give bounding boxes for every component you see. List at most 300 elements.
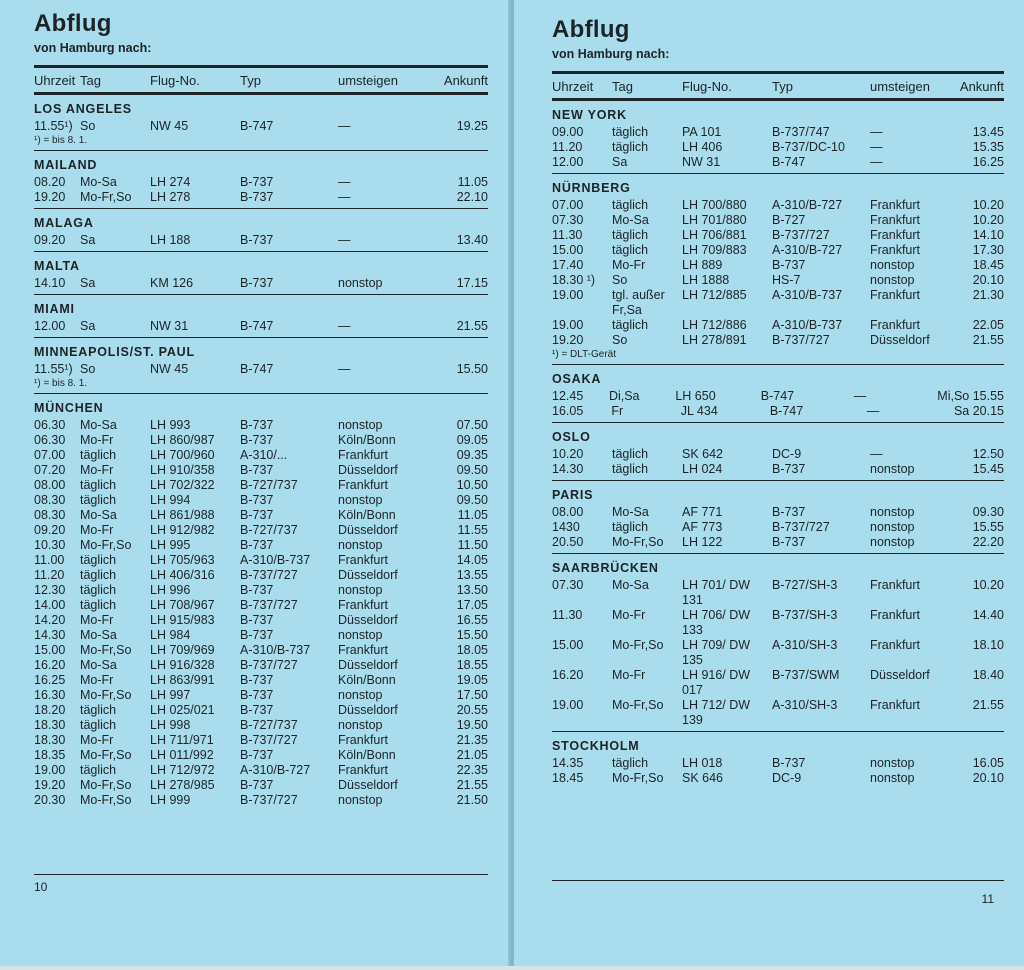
arrival-cell: 10.20 <box>972 213 1004 227</box>
time-cell: 14.30 <box>552 462 584 476</box>
type-cell: B-727/737 <box>240 718 298 732</box>
flight-cell: LH 188 <box>150 233 191 247</box>
time-cell: 1430 <box>552 520 580 534</box>
arrival-cell: 22.10 <box>456 190 488 204</box>
type-cell: B-737 <box>240 583 274 597</box>
flight-cell: LH 708/967 <box>150 598 215 612</box>
flight-row <box>34 175 488 190</box>
via-cell: nonstop <box>870 258 915 272</box>
flight-cell: PA 101 <box>682 125 722 139</box>
time-cell: 11.55¹) <box>34 119 73 133</box>
type-cell: B-737 <box>772 505 806 519</box>
arrival-cell: 15.50 <box>456 628 488 642</box>
flight-row <box>34 568 488 583</box>
time-cell: 11.30 <box>552 228 583 242</box>
via-cell: — <box>338 362 351 376</box>
time-cell: 08.20 <box>34 175 66 189</box>
flight-row <box>552 318 1004 333</box>
flight-cell: LH 018 <box>682 756 723 770</box>
flight-cell: LH 998 <box>150 718 191 732</box>
destination-name: MALTA <box>34 259 80 273</box>
flight-cell: LH 706/881 <box>682 228 747 242</box>
arrival-cell: 11.05 <box>457 175 488 189</box>
day-cell: Mo-Sa <box>80 418 117 432</box>
destination-section <box>552 429 1004 481</box>
flight-cell: NW 31 <box>682 155 721 169</box>
destination-section <box>34 157 488 209</box>
flight-cell: LH 650 <box>675 389 716 403</box>
arrival-cell: 22.20 <box>972 535 1004 549</box>
via-cell: — <box>338 119 351 133</box>
via-cell: Frankfurt <box>870 243 921 257</box>
flight-cell: SK 646 <box>682 771 724 785</box>
arrival-cell: 09.50 <box>456 463 488 477</box>
flight-cell: LH 863/991 <box>150 673 215 687</box>
flight-row <box>34 538 488 553</box>
header-flight: Flug-No. <box>150 73 200 88</box>
day-cell: täglich <box>612 318 649 332</box>
type-cell: B-727/SH-3 <box>772 578 838 592</box>
flight-cell: LH 702/322 <box>150 478 215 492</box>
flight-row <box>552 198 1004 213</box>
day-cell: Mo-Fr,So <box>80 538 132 552</box>
day-cell: So <box>80 362 96 376</box>
flight-cell: LH 278/891 <box>682 333 747 347</box>
via-cell: — <box>870 155 883 169</box>
type-cell: B-727/737 <box>240 478 298 492</box>
destination-section <box>34 400 488 808</box>
destination-name: NÜRNBERG <box>552 181 631 195</box>
arrival-cell: 15.50 <box>456 362 488 376</box>
day-cell: täglich <box>612 447 649 461</box>
time-cell: 10.30 <box>34 538 66 552</box>
type-cell: B-737/727 <box>772 228 830 242</box>
day-cell: täglich <box>80 568 117 582</box>
footer-rule <box>34 874 488 875</box>
time-cell: 18.30 <box>34 718 66 732</box>
time-cell: 11.20 <box>552 140 583 154</box>
type-cell: DC-9 <box>772 447 802 461</box>
time-cell: 15.00 <box>552 243 584 257</box>
arrival-cell: 19.50 <box>456 718 488 732</box>
flight-row <box>34 433 488 448</box>
arrival-cell: 21.55 <box>972 698 1004 712</box>
day-cell: Di,Sa <box>608 389 640 403</box>
section-rule <box>34 393 488 394</box>
type-cell: B-737 <box>240 703 274 717</box>
day-cell: Mo-Sa <box>612 213 649 227</box>
day-cell: täglich <box>80 598 117 612</box>
footer-rule <box>552 880 1004 881</box>
flight-row <box>34 748 488 763</box>
flight-row <box>552 771 1004 786</box>
via-cell: Frankfurt <box>870 698 921 712</box>
time-cell: 18.20 <box>34 703 66 717</box>
header-rule-bottom <box>34 92 488 95</box>
day-cell: Mo-Fr,So <box>612 535 664 549</box>
flight-cell: LH 278 <box>150 190 191 204</box>
flight-cell: NW 45 <box>150 362 189 376</box>
day-cell: täglich <box>612 243 649 257</box>
destination-name: MAILAND <box>34 158 98 172</box>
time-cell: 16.25 <box>34 673 66 687</box>
type-cell: B-737/727 <box>772 520 830 534</box>
time-cell: 12.45 <box>552 389 584 403</box>
destination-name: OSAKA <box>552 372 602 386</box>
arrival-cell: 21.35 <box>456 733 488 747</box>
via-cell: nonstop <box>338 688 383 702</box>
flight-cell: LH 999 <box>150 793 191 807</box>
flight-row <box>552 273 1004 288</box>
day-cell: Mo-Fr <box>80 613 114 627</box>
header-via: umsteigen <box>870 79 930 94</box>
page-number: 10 <box>34 880 48 894</box>
via-cell: Düsseldorf <box>870 333 930 347</box>
destination-section <box>552 738 1004 786</box>
flight-row <box>34 583 488 598</box>
day-cell: täglich <box>612 462 649 476</box>
arrival-cell: 21.55 <box>972 333 1004 347</box>
header-day: Tag <box>612 79 633 94</box>
section-rule <box>552 480 1004 481</box>
flight-row <box>552 447 1004 462</box>
arrival-cell: 11.05 <box>457 508 488 522</box>
arrival-cell: 18.10 <box>972 638 1004 652</box>
type-cell: B-737 <box>240 418 274 432</box>
type-cell: B-737/DC-10 <box>772 140 845 154</box>
flight-cell: LH 025/021 <box>150 703 215 717</box>
footnote: ¹) = bis 8. 1. <box>34 135 88 146</box>
flight-row <box>34 718 488 733</box>
flight-cell: LH 912/982 <box>150 523 215 537</box>
flight-cell: LH 011/992 <box>150 748 214 762</box>
arrival-cell: 09.50 <box>456 493 488 507</box>
day-cell: So <box>612 333 628 347</box>
destination-name: SAARBRÜCKEN <box>552 561 659 575</box>
flight-row <box>34 643 488 658</box>
flight-cell: LH 712/972 <box>150 763 215 777</box>
type-cell: B-737 <box>240 433 274 447</box>
via-cell: nonstop <box>338 538 383 552</box>
via-cell: Köln/Bonn <box>338 433 396 447</box>
flight-cell: LH 701/ DW 131 <box>682 578 751 607</box>
flight-row <box>34 463 488 478</box>
arrival-cell: 21.55 <box>456 778 488 792</box>
destination-list <box>34 101 488 808</box>
section-rule <box>552 553 1004 554</box>
via-cell: nonstop <box>338 418 383 432</box>
day-cell: Mo-Fr <box>80 463 114 477</box>
type-cell: B-737/727 <box>772 333 830 347</box>
flight-row <box>34 119 488 134</box>
destination-name: MINNEAPOLIS/ST. PAUL <box>34 345 195 359</box>
time-cell: 12.00 <box>34 319 66 333</box>
type-cell: B-747 <box>769 404 804 418</box>
time-cell: 14.20 <box>34 613 66 627</box>
time-cell: 16.30 <box>34 688 66 702</box>
time-cell: 18.45 <box>552 771 584 785</box>
flight-row <box>552 258 1004 273</box>
via-cell: Frankfurt <box>338 733 389 747</box>
via-cell: — <box>853 389 867 403</box>
type-cell: B-737 <box>772 535 806 549</box>
via-cell: nonstop <box>338 718 383 732</box>
via-cell: Frankfurt <box>338 448 389 462</box>
destination-section <box>552 180 1004 365</box>
via-cell: Frankfurt <box>338 763 389 777</box>
flight-cell: LH 406 <box>682 140 723 154</box>
header-flight: Flug-No. <box>682 79 732 94</box>
type-cell: B-747 <box>760 389 795 403</box>
time-cell: 18.30 ¹) <box>552 273 596 287</box>
flight-row <box>34 703 488 718</box>
day-cell: Mo-Fr <box>80 523 114 537</box>
time-cell: 19.20 <box>34 190 66 204</box>
arrival-cell: 14.05 <box>456 553 488 567</box>
destination-section <box>34 215 488 252</box>
destination-name: MALAGA <box>34 216 94 230</box>
day-cell: Sa <box>80 319 96 333</box>
type-cell: B-737 <box>240 175 274 189</box>
arrival-cell: 13.40 <box>456 233 488 247</box>
via-cell: nonstop <box>870 273 915 287</box>
flight-row <box>34 673 488 688</box>
day-cell: Mo-Fr,So <box>80 778 132 792</box>
via-cell: Köln/Bonn <box>338 508 396 522</box>
via-cell: nonstop <box>338 583 383 597</box>
via-cell: Düsseldorf <box>338 613 398 627</box>
arrival-cell: 16.05 <box>972 756 1004 770</box>
header-rule <box>34 65 488 68</box>
flight-cell: LH 700/960 <box>150 448 215 462</box>
via-cell: nonstop <box>870 535 915 549</box>
flight-row <box>34 478 488 493</box>
arrival-cell: 20.10 <box>972 273 1004 287</box>
destination-list <box>552 107 1004 786</box>
arrival-cell: 18.55 <box>456 658 488 672</box>
via-cell: — <box>866 404 880 418</box>
flight-cell: LH 712/885 <box>682 288 747 302</box>
arrival-cell: 12.50 <box>972 447 1004 461</box>
via-cell: Frankfurt <box>870 228 921 242</box>
type-cell: B-737 <box>240 508 274 522</box>
flight-cell: NW 45 <box>150 119 189 133</box>
flight-cell: LH 712/886 <box>682 318 747 332</box>
flight-row <box>552 333 1004 348</box>
flight-cell: AF 773 <box>682 520 723 534</box>
type-cell: B-737 <box>772 258 806 272</box>
arrival-cell: 16.55 <box>456 613 488 627</box>
via-cell: — <box>338 319 351 333</box>
type-cell: B-737 <box>772 462 806 476</box>
arrival-cell: 11.50 <box>457 538 488 552</box>
via-cell: Frankfurt <box>870 288 921 302</box>
flight-cell: LH 889 <box>682 258 723 272</box>
page-subtitle: von Hamburg nach: <box>34 41 152 55</box>
arrival-cell: 16.25 <box>972 155 1004 169</box>
arrival-cell: 21.05 <box>456 748 488 762</box>
type-cell: HS-7 <box>772 273 801 287</box>
type-cell: A-310/B-737 <box>772 318 843 332</box>
flight-cell: LH 701/880 <box>682 213 747 227</box>
flight-cell: LH 122 <box>682 535 723 549</box>
type-cell: B-737/727 <box>240 598 298 612</box>
time-cell: 12.30 <box>34 583 66 597</box>
arrival-cell: 09.35 <box>456 448 488 462</box>
time-cell: 14.30 <box>34 628 66 642</box>
flight-cell: LH 278/985 <box>150 778 215 792</box>
time-cell: 18.35 <box>34 748 66 762</box>
time-cell: 15.00 <box>552 638 584 652</box>
type-cell: B-737 <box>240 463 274 477</box>
arrival-cell: 19.05 <box>456 673 488 687</box>
flight-cell: AF 771 <box>682 505 723 519</box>
flight-cell: LH 709/969 <box>150 643 215 657</box>
via-cell: Frankfurt <box>338 553 389 567</box>
day-cell: täglich <box>80 703 117 717</box>
flight-cell: LH 1888 <box>682 273 730 287</box>
day-cell: Mo-Fr <box>80 433 114 447</box>
flight-cell: LH 997 <box>150 688 191 702</box>
time-cell: 19.20 <box>34 778 66 792</box>
time-cell: 10.20 <box>552 447 584 461</box>
flight-row <box>34 448 488 463</box>
time-cell: 20.50 <box>552 535 584 549</box>
type-cell: B-737/747 <box>772 125 830 139</box>
destination-section <box>34 258 488 295</box>
via-cell: Düsseldorf <box>338 523 398 537</box>
day-cell: Mo-Fr,So <box>80 748 132 762</box>
flight-row <box>34 276 488 291</box>
time-cell: 19.00 <box>552 318 584 332</box>
section-rule <box>34 294 488 295</box>
header-arr: Ankunft <box>959 79 1004 94</box>
day-cell: täglich <box>612 198 649 212</box>
time-cell: 16.20 <box>552 668 584 682</box>
flight-cell: KM 126 <box>150 276 194 290</box>
flight-row <box>34 613 488 628</box>
flight-row <box>552 698 1004 728</box>
flight-cell: LH 700/880 <box>682 198 747 212</box>
arrival-cell: 10.20 <box>972 578 1004 592</box>
flight-row <box>552 638 1004 668</box>
column-headers <box>34 73 488 89</box>
day-cell: täglich <box>612 140 649 154</box>
flight-cell: LH 994 <box>150 493 191 507</box>
type-cell: B-747 <box>772 155 806 169</box>
destination-section <box>34 344 488 394</box>
via-cell: — <box>870 125 883 139</box>
via-cell: Düsseldorf <box>338 703 398 717</box>
time-cell: 11.55¹) <box>34 362 73 376</box>
flight-row <box>552 608 1004 638</box>
flight-cell: LH 709/883 <box>682 243 747 257</box>
time-cell: 14.10 <box>34 276 66 290</box>
arrival-cell: 13.50 <box>456 583 488 597</box>
type-cell: B-737 <box>240 538 274 552</box>
flight-cell: LH 860/987 <box>150 433 215 447</box>
day-cell: täglich <box>80 718 117 732</box>
destination-name: LOS ANGELES <box>34 102 132 116</box>
type-cell: B-737 <box>240 233 274 247</box>
header-time: Uhrzeit <box>552 79 594 94</box>
header-type: Typ <box>772 79 793 94</box>
arrival-cell: 15.45 <box>972 462 1004 476</box>
arrival-cell: 13.45 <box>972 125 1004 139</box>
flight-cell: LH 711/971 <box>150 733 214 747</box>
page-left <box>0 0 510 966</box>
time-cell: 16.20 <box>34 658 66 672</box>
time-cell: 14.35 <box>552 756 584 770</box>
arrival-cell: 18.40 <box>972 668 1004 682</box>
page-title: Abflug <box>34 10 112 37</box>
flight-row <box>34 233 488 248</box>
day-cell: Sa <box>612 155 628 169</box>
type-cell: A-310/SH-3 <box>772 698 838 712</box>
destination-section <box>552 371 1004 423</box>
arrival-cell: 19.25 <box>456 119 488 133</box>
time-cell: 08.00 <box>34 478 66 492</box>
arrival-cell: 14.40 <box>972 608 1004 622</box>
day-cell: Mo-Fr,So <box>80 190 132 204</box>
via-cell: nonstop <box>870 771 915 785</box>
type-cell: B-737 <box>240 748 274 762</box>
type-cell: B-737 <box>240 688 274 702</box>
flight-row <box>34 658 488 673</box>
type-cell: B-737 <box>240 778 274 792</box>
destination-section <box>34 101 488 151</box>
time-cell: 19.20 <box>552 333 584 347</box>
arrival-cell: 09.30 <box>972 505 1004 519</box>
via-cell: nonstop <box>870 756 915 770</box>
section-rule <box>34 208 488 209</box>
type-cell: A-310/B-727 <box>772 198 843 212</box>
flight-row <box>552 535 1004 550</box>
via-cell: nonstop <box>338 628 383 642</box>
arrival-cell: 15.55 <box>972 520 1004 534</box>
via-cell: Frankfurt <box>870 608 921 622</box>
flight-row <box>552 228 1004 243</box>
day-cell: Mo-Sa <box>80 508 117 522</box>
day-cell: Mo-Fr,So <box>80 793 132 807</box>
time-cell: 08.30 <box>34 508 66 522</box>
arrival-cell: 17.05 <box>456 598 488 612</box>
day-cell: täglich <box>80 553 117 567</box>
type-cell: A-310/B-737 <box>240 553 311 567</box>
day-cell: täglich <box>80 493 117 507</box>
time-cell: 09.20 <box>34 523 66 537</box>
day-cell: täglich <box>80 448 117 462</box>
arrival-cell: 18.45 <box>972 258 1004 272</box>
flight-row <box>552 404 1004 419</box>
day-cell: Mo-Fr,So <box>612 698 664 712</box>
flight-row <box>34 778 488 793</box>
destination-name: MÜNCHEN <box>34 401 104 415</box>
day-cell: Mo-Sa <box>612 578 649 592</box>
header-arr: Ankunft <box>443 73 488 88</box>
type-cell: DC-9 <box>772 771 802 785</box>
day-cell: täglich <box>80 763 117 777</box>
flight-cell: LH 024 <box>682 462 723 476</box>
time-cell: 07.00 <box>552 198 584 212</box>
flight-row <box>34 319 488 334</box>
destination-section <box>34 301 488 338</box>
flight-row <box>552 243 1004 258</box>
day-cell: täglich <box>80 583 117 597</box>
footnote: ¹) = DLT-Gerät <box>552 349 616 360</box>
flight-cell: LH 915/983 <box>150 613 215 627</box>
day-cell: Mo-Fr <box>612 258 646 272</box>
